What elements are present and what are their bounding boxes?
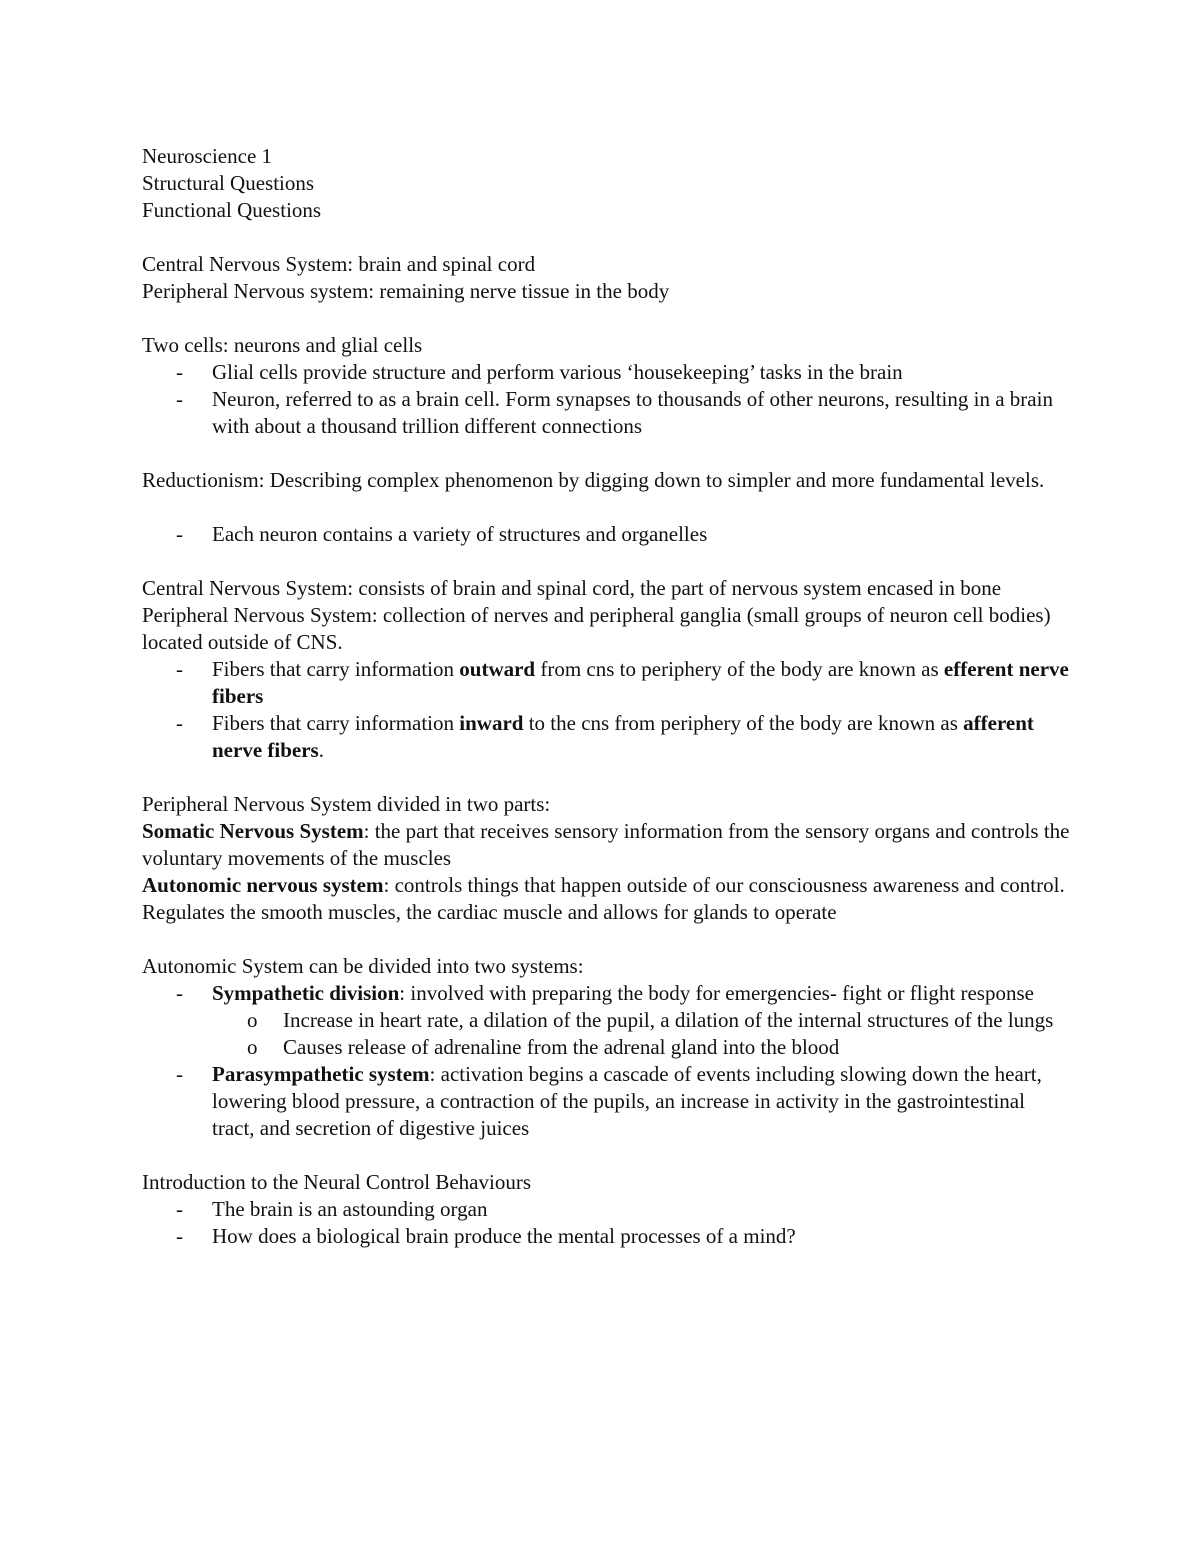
bold-term: Parasympathetic system	[212, 1062, 430, 1086]
list-item-text: How does a biological brain produce the mental processes of a mind?	[212, 1224, 796, 1248]
sub-list-item-text: Increase in heart rate, a dilation of the pupil, a dilation of the internal structures of the lungs	[283, 1008, 1054, 1032]
spacer	[142, 305, 1072, 332]
somatic-paragraph	[142, 818, 1072, 872]
list-item	[142, 359, 1072, 386]
text-segment: : the part that receives sensory information from the sensory organs and controls the voluntary movements of the muscles	[142, 819, 1070, 870]
text-segment: Fibers that carry information	[212, 711, 460, 735]
list-item-parasympathetic	[142, 1061, 1072, 1142]
list-item	[142, 1196, 1072, 1223]
list-item	[142, 521, 1072, 548]
text-segment: from cns to periphery of the body are known as	[535, 657, 944, 681]
bold-term: inward	[459, 711, 524, 735]
bold-term: Somatic Nervous System	[142, 819, 364, 843]
sub-list-item-text: Causes release of adrenaline from the adrenal gland into the blood	[283, 1035, 840, 1059]
list-item	[142, 386, 1072, 440]
list-item-text: The brain is an astounding organ	[212, 1197, 488, 1221]
pns-paragraph: Peripheral Nervous System: collection of nerves and peripheral ganglia (small groups of neuron cell bodies) located outside of CNS.	[142, 603, 1051, 654]
cns-paragraph: Central Nervous System: consists of brain and spinal cord, the part of nervous system encased in bone	[142, 576, 1002, 600]
document-page	[142, 143, 1072, 1250]
bold-term: Autonomic nervous system	[142, 873, 384, 897]
dash-bullet: -	[176, 1224, 183, 1248]
list-item-text: Glial cells provide structure and perform various ‘housekeeping’ tasks in the brain	[212, 360, 903, 384]
dash-bullet: -	[176, 522, 183, 546]
sub-list-item	[142, 1034, 1072, 1061]
cells-heading: Two cells: neurons and glial cells	[142, 333, 423, 357]
text-segment: Fibers that carry information	[212, 657, 460, 681]
list-item-efferent	[142, 656, 1072, 710]
intro-heading: Introduction to the Neural Control Behaviours	[142, 1170, 532, 1194]
bold-term: afferent nerve fibers	[212, 711, 1034, 762]
dash-bullet: -	[176, 981, 183, 1005]
dash-bullet: -	[176, 360, 183, 384]
dash-bullet: -	[176, 711, 183, 735]
dash-bullet: -	[176, 1062, 183, 1086]
list-item-afferent	[142, 710, 1072, 764]
text-segment: to the cns from periphery of the body are known as	[523, 711, 964, 735]
sub-list-item	[142, 1007, 1072, 1034]
dash-bullet: -	[176, 1197, 183, 1221]
circle-bullet: o	[247, 1035, 258, 1059]
subtitle-structural: Structural Questions	[142, 171, 315, 195]
pns-definition: Peripheral Nervous system: remaining nerve tissue in the body	[142, 279, 670, 303]
list-item-text: Each neuron contains a variety of structures and organelles	[212, 522, 708, 546]
spacer	[142, 548, 1072, 575]
bold-term: outward	[459, 657, 536, 681]
spacer	[142, 224, 1072, 251]
text-segment: : controls things that happen outside of our consciousness awareness and control. Regulates the smooth muscles, the cardiac muscle and allows for glands to operate	[142, 873, 1065, 924]
cns-definition: Central Nervous System: brain and spinal cord	[142, 252, 536, 276]
autonomic-heading: Autonomic System can be divided into two systems:	[142, 954, 584, 978]
reductionism-paragraph: Reductionism: Describing complex phenomenon by digging down to simpler and more fundamental levels.	[142, 468, 1045, 492]
dash-bullet: -	[176, 387, 183, 411]
pns-parts-heading: Peripheral Nervous System divided in two parts:	[142, 792, 551, 816]
dash-bullet: -	[176, 657, 183, 681]
list-item-text: Neuron, referred to as a brain cell. Form synapses to thousands of other neurons, resulting in a brain with about a thousand trillion different connections	[212, 387, 1053, 438]
autonomic-paragraph	[142, 872, 1072, 926]
bold-term: efferent nerve fibers	[212, 657, 1069, 708]
spacer	[142, 764, 1072, 791]
spacer	[142, 494, 1072, 521]
text-segment: : involved with preparing the body for emergencies- fight or flight response	[399, 981, 1034, 1005]
text-segment: : activation begins a cascade of events including slowing down the heart, lowering blood pressure, a contraction of the pupils, an increase in activity in the gastrointestinal tract, and secretion of digestive juices	[212, 1062, 1042, 1140]
text-segment: .	[318, 738, 324, 762]
circle-bullet: o	[247, 1008, 258, 1032]
bold-term: Sympathetic division	[212, 981, 400, 1005]
subtitle-functional: Functional Questions	[142, 198, 322, 222]
list-item	[142, 1223, 1072, 1250]
spacer	[142, 440, 1072, 467]
spacer	[142, 926, 1072, 953]
spacer	[142, 1142, 1072, 1169]
list-item-sympathetic	[142, 980, 1072, 1007]
document-title: Neuroscience 1	[142, 144, 273, 168]
